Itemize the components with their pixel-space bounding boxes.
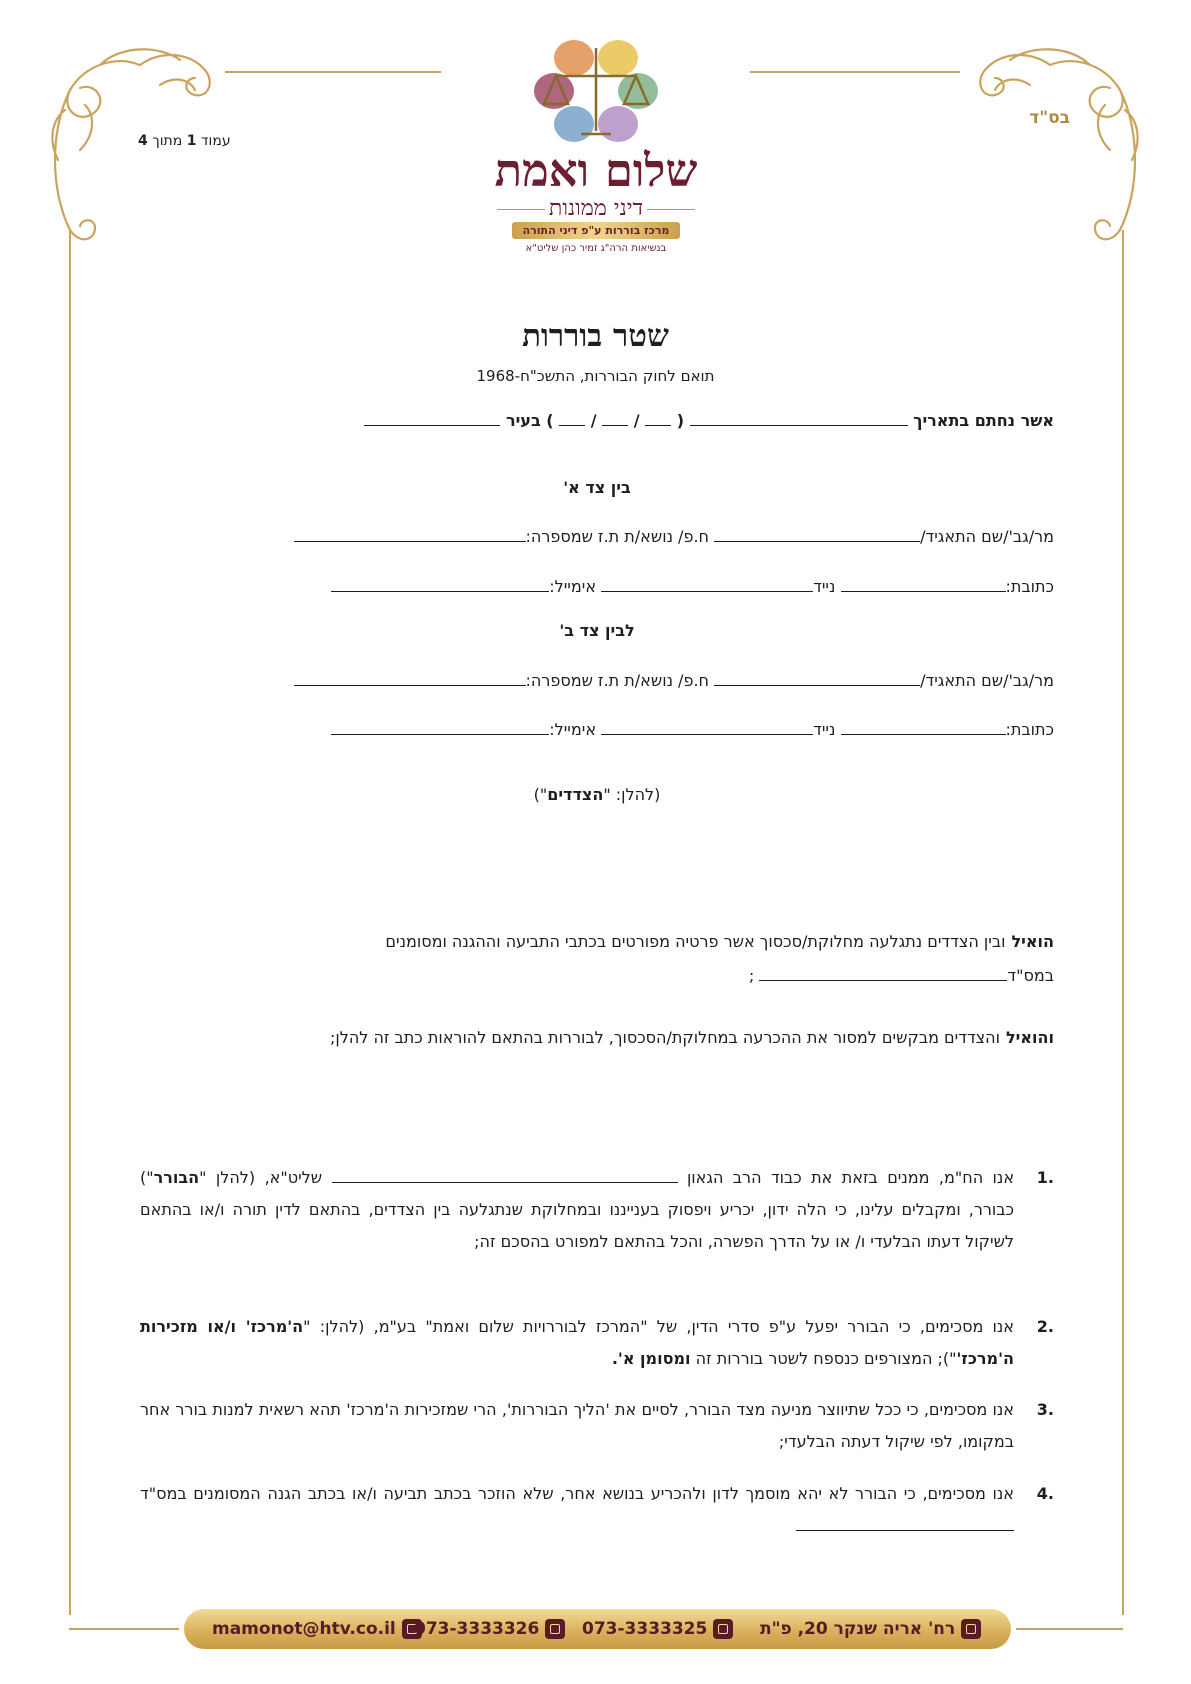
date-month-blank[interactable]: [602, 411, 628, 426]
party-b-address-label: כתובת:: [1005, 720, 1054, 739]
clause-4: [140, 1478, 1054, 1542]
case-number-blank[interactable]: [796, 1516, 1014, 1531]
semicolon: ;: [748, 966, 755, 985]
page-label: עמוד: [200, 133, 231, 149]
footer-address: [760, 1619, 981, 1639]
hereinafter-suffix: "): [533, 785, 548, 804]
frame-right-line: [1122, 230, 1124, 1615]
city-blank[interactable]: [364, 411, 500, 426]
party-b-name-blank[interactable]: [714, 671, 920, 686]
footer-email-text: mamonot@htv.co.il: [212, 1619, 396, 1639]
party-b-email-blank[interactable]: [331, 720, 549, 735]
date-prefix: אשר נחתם בתאריך: [913, 411, 1054, 430]
party-a-id-blank[interactable]: [294, 527, 526, 542]
logo-subtitle-text: דיני ממונות: [548, 196, 644, 221]
frame-bottom-left-line: [69, 1628, 179, 1630]
footer-fax-text: 073-3333326: [414, 1619, 540, 1639]
hereinafter-line: [140, 785, 1054, 804]
party-b-name-label: מר/גב'/שם התאגיד/: [920, 671, 1054, 690]
party-a-mobile-label: נייד: [813, 577, 836, 596]
clause-text: אנו מסכימים, כי הבורר לא יהא מוסמך לדון ולהכריע בנושא אחר, שלא הוזכר בכתב תביעה ו/או בכתב הגנה המסומנים במס"ד: [140, 1484, 1014, 1503]
clause-3: [140, 1394, 1054, 1458]
party-b-id-label: ח.פ/ נושא/ת ת.ז שמספרה:: [525, 671, 709, 690]
clause-text: אנו הח"מ, ממנים בזאת את כבוד הרב הגאון: [686, 1168, 1015, 1187]
party-a-name-line: [140, 527, 1054, 546]
open-paren: (: [676, 411, 685, 430]
party-a-heading: בין צד א': [563, 478, 631, 497]
clause-1: [140, 1162, 1054, 1258]
logo-small-text: בנשיאות הרה"ג זמיר כהן שליט"א: [525, 243, 667, 254]
arbitrator-name-blank[interactable]: [332, 1168, 678, 1183]
logo: [470, 36, 722, 266]
date-day-blank[interactable]: [645, 411, 671, 426]
party-b-email-label: אימייל:: [549, 720, 597, 739]
case-number-label: במס"ד: [1007, 966, 1054, 985]
whereas-lead: והואיל: [1005, 1028, 1054, 1047]
clause-bold-term: ה'מרכז' ו/או מזכירות ה'מרכז': [140, 1317, 1014, 1368]
footer-phone[interactable]: [582, 1619, 733, 1639]
clause-text: "); המצורפים כנספח לשטר בוררות זה: [695, 1349, 957, 1368]
date-hebrew-blank[interactable]: [690, 411, 908, 426]
clause-text: ") כבורר, ומקבלים עלינו, כי הלה ידון, יכריע ויפסוק בענייננו ובמחלוקת שנתגלעה בין הצדדים, בהתאם לדין תורה ו/או בהתאם לשיקול דעתו הבלעדי ו/ או על הדרך הפשרה, והכל בהתאם למפורט בהסכם זה;: [140, 1168, 1014, 1251]
city-label: ) בעיר: [505, 411, 554, 430]
location-pin-icon: [961, 1619, 981, 1639]
fax-icon: [545, 1619, 565, 1639]
logo-badge: מרכז בוררות ע"פ דיני התורה: [512, 222, 680, 239]
whereas-paragraph-2: [140, 1021, 1054, 1055]
frame-top-right-line: [750, 71, 960, 73]
clause-number: .3: [1036, 1400, 1054, 1419]
phone-icon: [713, 1619, 733, 1639]
party-a-email-blank[interactable]: [331, 577, 549, 592]
hereinafter-prefix: (להלן: ": [603, 785, 661, 804]
case-number-blank[interactable]: [759, 966, 1007, 981]
document-title: שטר בוררות: [522, 318, 669, 354]
party-a-address-blank[interactable]: [841, 577, 1006, 592]
party-a-id-label: ח.פ/ נושא/ת ת.ז שמספרה:: [525, 527, 709, 546]
footer-phone-text: 073-3333325: [582, 1619, 708, 1639]
party-a-email-label: אימייל:: [549, 577, 597, 596]
logo-name: שלום ואמת: [494, 144, 698, 197]
date-year-blank[interactable]: [559, 411, 585, 426]
footer-address-text: רח' אריה שנקר 20, פ"ת: [760, 1619, 956, 1639]
party-a-mobile-blank[interactable]: [601, 577, 813, 592]
scales-flower-icon: [526, 36, 666, 146]
party-b-name-line: [140, 671, 1054, 690]
clause-bold-term: ומסומן א'.: [611, 1349, 691, 1368]
clause-text: (להלן ": [199, 1168, 256, 1187]
page-current: 1: [186, 133, 197, 149]
party-a-name-blank[interactable]: [714, 527, 920, 542]
party-b-address-line: [140, 720, 1054, 739]
ornament-top-right-icon: [940, 40, 1150, 270]
clause-number: .1: [1036, 1168, 1054, 1187]
party-b-mobile-label: נייד: [813, 720, 836, 739]
logo-subtitle: [470, 195, 722, 221]
whereas-text: והצדדים מבקשים למסור את ההכרעה במחלוקת/הסכסוך, לבוררות בהתאם להוראות כתב זה להלן;: [329, 1028, 1000, 1047]
date-line: [140, 411, 1054, 430]
party-b-address-blank[interactable]: [841, 720, 1006, 735]
ornament-top-left-icon: [40, 40, 250, 270]
whereas-paragraph-1: [140, 925, 1054, 993]
party-b-heading: לבין צד ב': [559, 621, 635, 640]
party-a-name-label: מר/גב'/שם התאגיד/: [920, 527, 1054, 546]
clause-number: .4: [1036, 1484, 1054, 1503]
party-a-address-line: [140, 577, 1054, 596]
frame-left-line: [69, 230, 71, 1615]
date-slash: /: [590, 411, 597, 430]
footer-email[interactable]: [212, 1619, 422, 1639]
clause-text: אנו מסכימים, כי הבורר יפעל ע"פ סדרי הדין, של "המרכז לבוררויות שלום ואמת" בע"מ, (להלן: ": [303, 1317, 1014, 1336]
clause-text: שליט"א,: [264, 1168, 323, 1187]
party-a-address-label: כתובת:: [1005, 577, 1054, 596]
whereas-lead: הואיל: [1011, 932, 1054, 951]
page-number: [138, 133, 231, 149]
date-slash: /: [633, 411, 640, 430]
bsd-mark: בס"ד: [1029, 108, 1070, 128]
document-subtitle: תואם לחוק הבוררות, התשכ"ח-1968: [476, 367, 715, 385]
clause-2: [140, 1311, 1054, 1375]
hereinafter-term: הצדדים: [547, 785, 604, 804]
footer-contact-bar: [184, 1609, 1011, 1649]
frame-top-left-line: [225, 71, 441, 73]
whereas-text: ובין הצדדים נתגלעה מחלוקת/סכסוך אשר פרטיה מפורטים בכתבי התביעה וההגנה ומסומנים: [385, 932, 1006, 951]
footer-fax[interactable]: [414, 1619, 565, 1639]
clause-bold-term: הבורר: [153, 1168, 200, 1187]
party-b-mobile-blank[interactable]: [601, 720, 813, 735]
clause-text: אנו מסכימים, כי ככל שתיווצר מניעה מצד הבורר, לסיים את 'הליך הבוררות', הרי שמזכירות ה'מרכז' תהא רשאית למנות בורר אחר במקומו, לפי שיקול דעתה הבלעדי;: [140, 1400, 1014, 1451]
clause-number: .2: [1036, 1317, 1054, 1336]
page-total: 4: [138, 133, 148, 149]
frame-bottom-right-line: [1016, 1628, 1123, 1630]
page-of: מתוך: [152, 133, 183, 149]
party-b-id-blank[interactable]: [294, 671, 526, 686]
